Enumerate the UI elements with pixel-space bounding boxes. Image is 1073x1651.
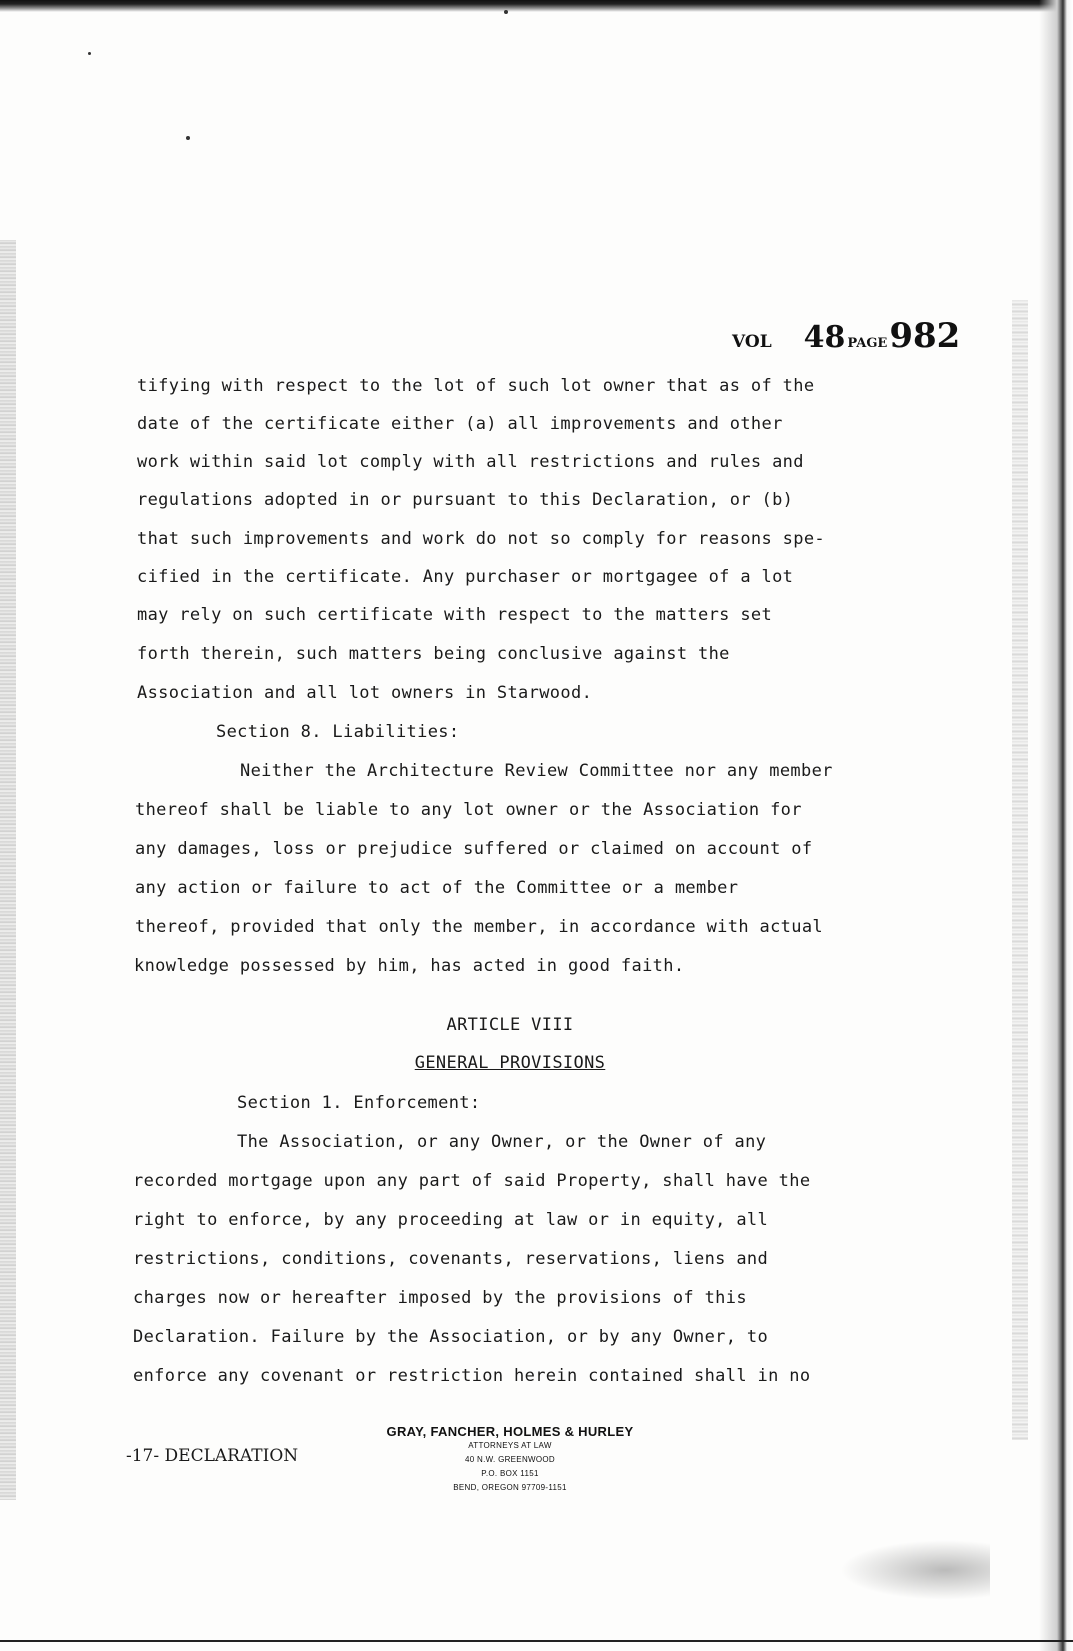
body-line: right to enforce, by any proceeding at law or in equity, all	[133, 1210, 769, 1230]
scan-top-border	[0, 0, 1073, 12]
body-line: regulations adopted in or pursuant to this Declaration, or (b)	[137, 490, 794, 510]
body-line: charges now or hereafter imposed by the provisions of this	[133, 1288, 747, 1308]
body-line: Association and all lot owners in Starwood.	[137, 683, 593, 703]
body-line: date of the certificate either (a) all improvements and other	[137, 414, 783, 434]
body-line: restrictions, conditions, covenants, reservations, liens and	[133, 1249, 769, 1269]
body-line: forth therein, such matters being conclusive against the	[137, 644, 730, 664]
volume-number: 48	[803, 320, 846, 355]
body-line: Neither the Architecture Review Committee nor any member	[240, 761, 833, 781]
scan-speck	[504, 10, 508, 14]
body-line: enforce any covenant or restriction herein contained shall in no	[133, 1366, 811, 1386]
firm-street: 40 N.W. GREENWOOD	[465, 1455, 555, 1464]
scan-bottom-noise	[840, 1540, 990, 1600]
body-line: The Association, or any Owner, or the Owner of any	[237, 1132, 767, 1152]
footer-page-label: -17- DECLARATION	[126, 1446, 299, 1466]
scan-speck	[186, 136, 190, 140]
body-line: thereof shall be liable to any lot owner or the Association for	[135, 800, 802, 820]
volume-label: VOL	[732, 332, 772, 352]
body-line: any action or failure to act of the Committee or a member	[135, 878, 739, 898]
scan-bottom-line	[0, 1640, 1073, 1642]
body-line: cified in the certificate. Any purchaser or mortgagee of a lot	[137, 567, 794, 587]
body-line: any damages, loss or prejudice suffered or claimed on account of	[135, 839, 813, 859]
firm-name: GRAY, FANCHER, HOLMES & HURLEY	[386, 1424, 634, 1439]
article-title: GENERAL PROVISIONS	[414, 1053, 606, 1073]
law-firm-block	[360, 1424, 660, 1495]
volume-page-stamp	[732, 316, 960, 354]
body-line: work within said lot comply with all restrictions and rules and	[137, 452, 804, 472]
scan-left-edge-noise	[0, 240, 16, 1500]
body-line: thereof, provided that only the member, in accordance with actual	[135, 917, 824, 937]
body-line: that such improvements and work do not so comply for reasons spe-	[137, 529, 826, 549]
body-line: recorded mortgage upon any part of said Property, shall have the	[133, 1171, 811, 1191]
firm-po-box: P.O. BOX 1151	[481, 1469, 539, 1478]
body-line: knowledge possessed by him, has acted in good faith.	[134, 956, 685, 976]
page-label: PAGE	[847, 336, 888, 351]
firm-role: ATTORNEYS AT LAW	[468, 1441, 552, 1450]
article-heading: ARTICLE VIII	[446, 1015, 574, 1035]
body-line: may rely on such certificate with respect to the matters set	[137, 605, 773, 625]
page-number: 982	[889, 316, 961, 356]
scan-speck	[88, 52, 91, 55]
section-heading: Section 8. Liabilities:	[216, 722, 460, 742]
scan-right-border	[1039, 0, 1073, 1651]
firm-city: BEND, OREGON 97709-1151	[453, 1483, 567, 1492]
section-heading: Section 1. Enforcement:	[237, 1093, 481, 1113]
body-line: Declaration. Failure by the Association, or by any Owner, to	[133, 1327, 769, 1347]
body-line: tifying with respect to the lot of such lot owner that as of the	[137, 376, 815, 396]
scan-right-edge-noise	[1012, 300, 1028, 1440]
